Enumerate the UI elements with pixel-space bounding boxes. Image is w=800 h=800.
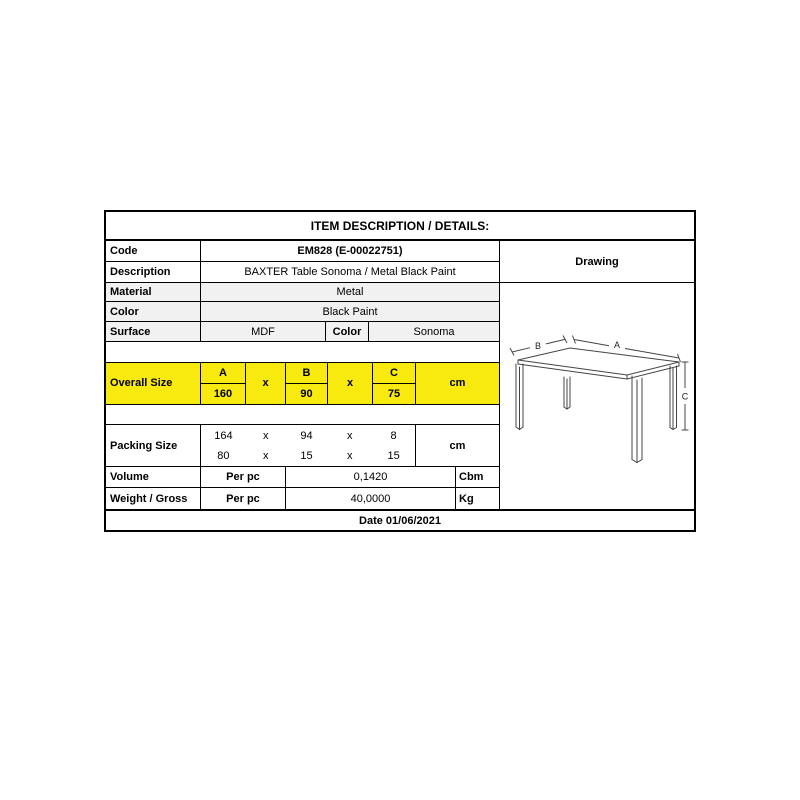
dim-label-a: A [613, 340, 621, 350]
surface-value: MDF [201, 322, 326, 341]
description-value: BAXTER Table Sonoma / Metal Black Paint [244, 265, 456, 278]
overall-size-label: Overall Size [106, 363, 201, 404]
spacer-row [106, 405, 499, 426]
code-row [106, 241, 499, 262]
dim-c-value: 75 [387, 387, 401, 400]
color-label: Color [106, 302, 201, 321]
code-value: EM828 (E-00022751) [297, 244, 403, 257]
sheet-title: ITEM DESCRIPTION / DETAILS: [106, 212, 694, 241]
packing-line-1 [201, 425, 415, 446]
material-value: Metal [336, 286, 364, 299]
packing-value: 164 [214, 429, 233, 442]
dim-b-letter: B [286, 363, 327, 384]
packing-size-row [106, 425, 499, 467]
color-row [106, 302, 499, 322]
overall-dim-a [201, 363, 246, 404]
overall-unit: cm [449, 377, 466, 390]
packing-sep: x [347, 429, 353, 442]
packing-value: 15 [387, 450, 400, 463]
description-row [106, 262, 499, 283]
packing-value: 8 [390, 429, 397, 442]
color-value: Black Paint [322, 305, 378, 318]
weight-unit: Kg [459, 492, 474, 505]
volume-label: Volume [106, 467, 201, 487]
dim-label-b: B [534, 341, 542, 351]
overall-sep-1: x [246, 363, 286, 404]
code-label: Code [106, 241, 201, 261]
surface-label: Surface [106, 322, 201, 341]
packing-sep: x [262, 429, 269, 442]
packing-size-label: Packing Size [106, 425, 201, 466]
surface-color-label: Color [326, 322, 369, 341]
drawing-area [500, 283, 694, 509]
surface-row [106, 322, 499, 342]
overall-size-row [106, 363, 499, 405]
packing-value: 80 [217, 450, 230, 463]
tabletop-face [518, 348, 679, 375]
volume-unit: Cbm [459, 471, 484, 484]
overall-dim-c [373, 363, 416, 404]
drawing-header: Drawing [500, 241, 694, 283]
description-label: Description [106, 262, 201, 282]
dim-c-letter: C [373, 363, 415, 384]
volume-value: 0,1420 [286, 467, 456, 487]
spec-sheet [104, 210, 696, 532]
spec-table [106, 241, 500, 509]
spacer-row [106, 342, 499, 363]
weight-row [106, 488, 499, 509]
volume-row [106, 467, 499, 488]
overall-sep-2: x [328, 363, 373, 404]
dim-a-value: 160 [213, 387, 233, 400]
dim-b-value: 90 [300, 387, 313, 400]
packing-sep: x [347, 450, 353, 463]
weight-value: 40,0000 [286, 488, 456, 509]
overall-dim-b [286, 363, 328, 404]
dim-label-c: C [681, 391, 689, 402]
dim-a-letter: A [201, 363, 245, 384]
weight-per: Per pc [201, 488, 286, 509]
weight-label: Weight / Gross [106, 488, 201, 509]
date-row: Date 01/06/2021 [106, 509, 694, 530]
material-row [106, 283, 499, 303]
packing-value: 15 [300, 450, 313, 463]
packing-value: 94 [300, 429, 313, 442]
material-label: Material [106, 283, 201, 302]
drawing-column [500, 241, 694, 509]
surface-color-value: Sonoma [413, 325, 455, 338]
packing-sep: x [262, 450, 269, 463]
packing-unit: cm [449, 439, 466, 452]
table-drawing [502, 324, 692, 474]
volume-per: Per pc [201, 467, 286, 487]
sheet-body [106, 241, 694, 509]
packing-values [201, 425, 416, 466]
packing-line-2 [201, 446, 415, 467]
